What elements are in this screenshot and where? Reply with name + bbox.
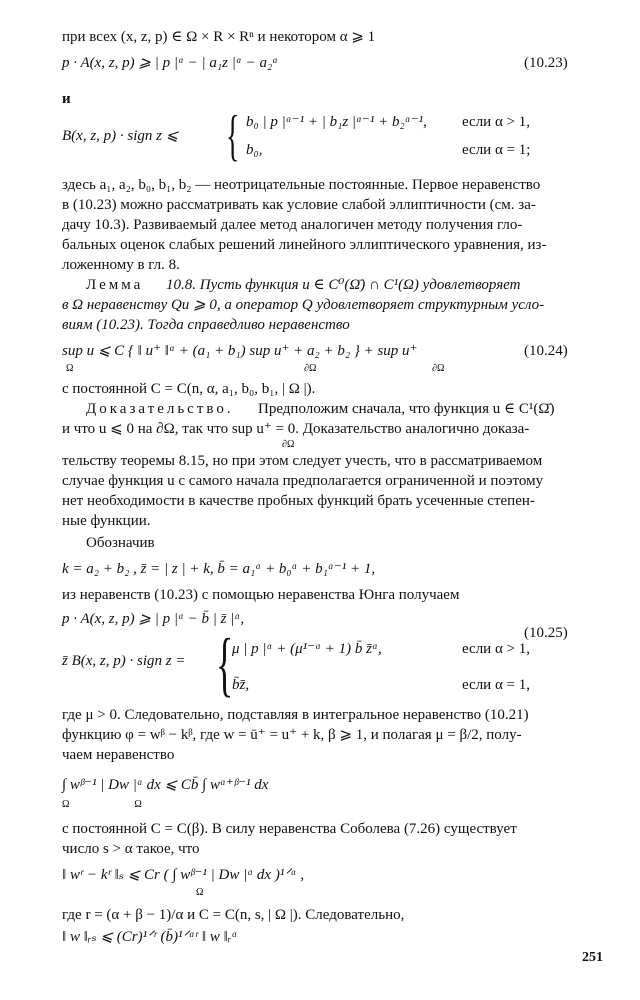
paragraph-line: бальных оценок слабых решений линейного эллиптического уравнения, из- (62, 237, 547, 253)
formula-zb-case1: μ | p |ᵅ + (μ¹⁻ᵅ + 1) b̄ z̄ᵅ, (232, 641, 382, 657)
lemma-heading: Лемма (86, 277, 144, 293)
equation-number: (10.24) (524, 343, 568, 359)
proof-text: нет необходимости в качестве пробных функций брать усеченные степен- (62, 493, 535, 509)
subscript: Ω Ω (62, 799, 142, 810)
formula-b-case1: b₀ | p |ᵅ⁻¹ + | b₁z |ᵅ⁻¹ + b₂ᵅ⁻¹, (246, 114, 427, 130)
subscript: ∂Ω (432, 363, 445, 374)
paragraph-line: функцию φ = wᵝ − kᵝ, где w = ū⁺ = u⁺ + k, β ⩾ 1, и полагая μ = β/2, полу- (62, 727, 522, 743)
paragraph-line: где r = (α + β − 1)/α и C = C(n, s, | Ω |). Следовательно, (62, 907, 405, 923)
inequality-10-25: p · A(x, z, p) ⩾ | p |ᵅ − b̄ | z̄ |ᵅ, (62, 611, 245, 627)
formula-b-lhs: B(x, z, p) · sign z ⩽ (62, 128, 179, 144)
equation-number: (10.23) (524, 55, 568, 71)
page-number: 251 (582, 950, 603, 965)
definitions-formula: k = a₂ + b₂ , z̄ = | z | + k, b̄ = a₁ᵅ + b₀ᵅ + b₁ᵅ⁻¹ + 1, (62, 561, 376, 577)
left-brace-icon: { (226, 105, 240, 167)
proof-text: тельству теоремы 8.15, но при этом следует учесть, что в рассматриваемом (62, 453, 543, 469)
left-brace-icon: { (216, 624, 234, 704)
subscript: Ω (196, 887, 204, 898)
equation-number: (10.25) (524, 625, 568, 641)
formula-b-case2: b₀, (246, 142, 263, 158)
lemma-text: 10.8. Пусть функция u ∈ C⁰(Ω̄) ∩ C¹(Ω) удовлетворяет (166, 277, 521, 293)
formula-b-cond1: если α > 1, (462, 114, 531, 130)
lemma-text: в Ω неравенству Qu ⩾ 0, а оператор Q удовлетворяет структурным усло- (62, 297, 545, 313)
inequality-10-23: p · A(x, z, p) ⩾ | p |ᵅ − | a₁z |ᵅ − a₂ᵅ (62, 55, 279, 71)
subscript: Ω (66, 363, 74, 374)
formula-zb-cond2: если α = 1, (462, 677, 531, 693)
norm-inequality: ‖ w ‖ᵣₛ ⩽ (Cr)¹ᐟʳ (b̄)¹ᐟᵅʳ ‖ w ‖ᵣᵅ (62, 929, 238, 945)
paragraph-line: дачу 10.3). Развиваемый далее метод аналогичен методу получения гло- (62, 217, 523, 233)
formula-b-cond2: если α = 1; (462, 142, 531, 158)
text-line: с постоянной C = C(n, α, a₁, b₀, b₁, | Ω |). (62, 381, 316, 397)
formula-zb-case2: b̄z̄, (232, 677, 250, 693)
formula-zb-lhs: z̄ B(x, z, p) · sign z = (62, 653, 186, 669)
proof-text: случае функция u с самого начала предполагается ограниченной и поэтому (62, 473, 544, 489)
proof-text: ные функции. (62, 513, 151, 529)
paragraph-line: в (10.23) можно рассматривать как условие слабой эллиптичности (см. за- (62, 197, 536, 213)
sobolev-inequality: ‖ wʳ − kʳ ‖ₛ ⩽ Cr ( ∫ wᵝ⁻¹ | Dw |ᵅ dx )¹ᐟᵅ , (62, 867, 305, 883)
paragraph-line: ложенному в гл. 8. (62, 257, 180, 273)
conjunction: и (62, 91, 71, 107)
paragraph-line: число s > α такое, что (62, 841, 200, 857)
text-line: Обозначив (86, 535, 155, 551)
proof-text: и что u ⩽ 0 на ∂Ω, так что sup u⁺ = 0. Доказательство аналогично доказа- (62, 421, 530, 437)
proof-text: Предположим сначала, что функция u ∈ C¹(Ω̄) (258, 401, 555, 417)
paragraph-line: здесь a₁, a₂, b₀, b₁, b₂ — неотрицательные постоянные. Первое неравенство (62, 177, 541, 193)
text-line: при всех (x, z, p) ∈ Ω × R × Rⁿ и некотором α ⩾ 1 (62, 29, 376, 45)
subscript: ∂Ω (282, 439, 295, 450)
subscript: ∂Ω (304, 363, 317, 374)
inequality-10-24: sup u ⩽ C { ‖ u⁺ ‖ᵅ + (a₁ + b₁) sup u⁺ + a₂ + b₂ } + sup u⁺ (62, 343, 418, 359)
proof-heading: Доказательство. (86, 401, 234, 417)
paragraph-line: чаем неравенство (62, 747, 175, 763)
lemma-text: виям (10.23). Тогда справедливо неравенство (62, 317, 350, 333)
text-line: из неравенств (10.23) с помощью неравенства Юнга получаем (62, 587, 460, 603)
formula-zb-cond1: если α > 1, (462, 641, 531, 657)
paragraph-line: где μ > 0. Следовательно, подставляя в интегральное неравенство (10.21) (62, 707, 529, 723)
integral-inequality: ∫ wᵝ⁻¹ | Dw |ᵅ dx ⩽ Cb̄ ∫ wᵅ⁺ᵝ⁻¹ dx (62, 777, 269, 793)
paragraph-line: с постоянной C = C(β). В силу неравенства Соболева (7.26) существует (62, 821, 517, 837)
